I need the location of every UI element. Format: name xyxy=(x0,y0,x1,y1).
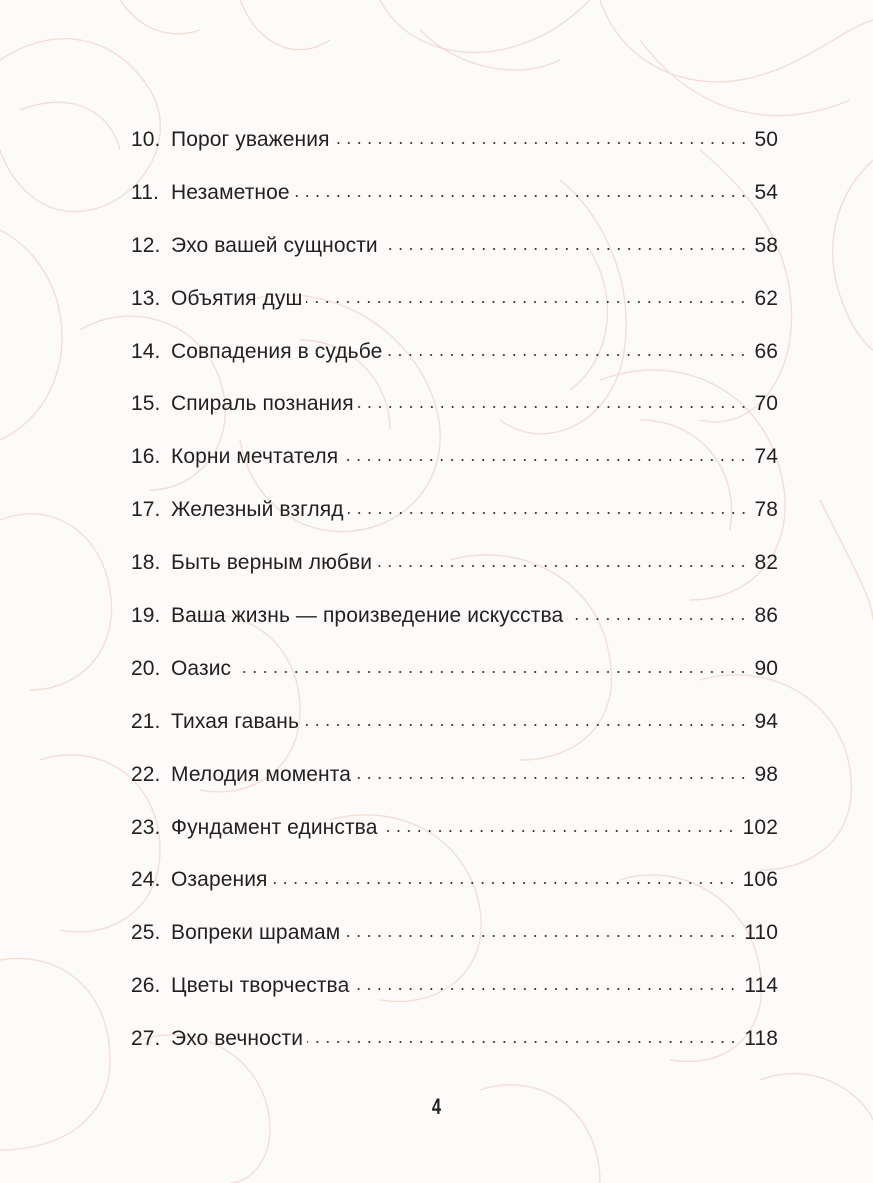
toc-entry-number: 11. xyxy=(131,180,159,204)
toc-entry[interactable] xyxy=(131,600,778,653)
toc-entry-page: 58 xyxy=(754,233,778,257)
toc-entry-number: 24. xyxy=(131,868,161,892)
toc-entry-number: 22. xyxy=(131,762,161,786)
toc-entry-page: 82 xyxy=(754,551,778,575)
dot-leader xyxy=(381,830,736,832)
toc-entry-number: 16. xyxy=(131,445,161,469)
toc-entry-number: 25. xyxy=(131,921,161,945)
toc-entry-title: Эхо вашей сущности xyxy=(171,233,378,257)
toc-entry-number: 10. xyxy=(131,128,161,151)
toc-entry-number: 12. xyxy=(131,233,161,257)
toc-entry[interactable] xyxy=(131,1023,778,1076)
dot-leader xyxy=(358,406,749,408)
dot-leader xyxy=(567,618,748,620)
toc-entry-number: 20. xyxy=(131,656,161,680)
toc-entry-page: 66 xyxy=(754,339,778,363)
dot-leader xyxy=(353,988,738,990)
dot-leader xyxy=(235,671,748,673)
toc-entry-page: 98 xyxy=(754,762,778,786)
toc-entry-title: Объятия душ xyxy=(171,286,303,310)
toc-entry[interactable] xyxy=(131,230,778,283)
toc-entry-page: 94 xyxy=(754,709,778,733)
toc-entry-title: Порог уважения xyxy=(171,128,330,151)
dot-leader xyxy=(306,301,748,303)
toc-entry[interactable] xyxy=(131,177,778,230)
toc-entry-title: Цветы творчества xyxy=(171,974,350,998)
toc-entry[interactable] xyxy=(131,441,778,494)
toc-entry-page: 54 xyxy=(754,180,778,204)
toc-entry-number: 18. xyxy=(131,551,161,575)
toc-entry-title: Железный взгляд xyxy=(171,498,344,522)
toc-entry[interactable] xyxy=(131,812,778,865)
dot-leader xyxy=(348,512,749,514)
toc-entry-number: 13. xyxy=(131,286,161,310)
toc-entry-page: 114 xyxy=(744,974,778,998)
toc-entry-title: Спираль познания xyxy=(171,392,354,416)
toc-entry-title: Оазис xyxy=(171,656,232,680)
dot-leader xyxy=(272,882,737,884)
toc-entry-page: 102 xyxy=(742,815,778,839)
toc-entry[interactable] xyxy=(131,864,778,917)
toc-entry-title: Озарения xyxy=(171,868,268,892)
toc-entry-title: Быть верным любви xyxy=(171,551,373,575)
dot-leader xyxy=(382,248,749,250)
toc-entry-page: 118 xyxy=(744,1027,778,1051)
dot-leader xyxy=(386,354,748,356)
toc-entry-page: 62 xyxy=(754,286,778,310)
toc-entry-number: 19. xyxy=(131,604,161,628)
toc-entry[interactable] xyxy=(131,283,778,336)
toc-entry-number: 27. xyxy=(131,1027,161,1051)
toc-entry-title: Тихая гавань xyxy=(171,709,299,733)
toc-entry-title: Вопреки шрамам xyxy=(171,921,341,945)
toc-entry-title: Фундамент единства xyxy=(171,815,378,839)
toc-entry[interactable] xyxy=(131,653,778,706)
toc-entry[interactable] xyxy=(131,917,778,970)
dot-leader xyxy=(294,195,749,197)
toc-entry[interactable] xyxy=(131,124,778,177)
toc-entry-number: 17. xyxy=(131,498,161,522)
toc-entry-title: Совпадения в судьбе xyxy=(171,339,383,363)
toc-entry[interactable] xyxy=(131,706,778,759)
toc-entry-title: Корни мечтателя xyxy=(171,445,339,469)
dot-leader xyxy=(334,142,749,144)
toc-entry-number: 23. xyxy=(131,815,161,839)
page-number: 4 xyxy=(431,1094,442,1119)
toc-entry-page: 78 xyxy=(754,498,778,522)
toc-entry-number: 15. xyxy=(131,392,161,416)
toc-entry[interactable] xyxy=(131,494,778,547)
toc-entry-page: 90 xyxy=(754,656,778,680)
toc-entry[interactable] xyxy=(131,759,778,812)
toc-entry-title: Эхо вечности xyxy=(171,1027,304,1051)
toc-entry-title: Ваша жизнь — произведение искусства xyxy=(171,604,564,628)
toc-entry[interactable] xyxy=(131,388,778,441)
toc-entry[interactable] xyxy=(131,970,778,1023)
toc-entry-title: Мелодия момента xyxy=(171,762,351,786)
dot-leader xyxy=(344,935,738,937)
toc-entry-page: 74 xyxy=(754,445,778,469)
toc-entry[interactable] xyxy=(131,547,778,600)
dot-leader xyxy=(376,565,748,567)
toc-entry-page: 86 xyxy=(754,604,778,628)
table-of-contents xyxy=(131,124,778,1076)
toc-entry-number: 26. xyxy=(131,974,161,998)
dot-leader xyxy=(303,724,748,726)
toc-entry-number: 21. xyxy=(131,709,161,733)
toc-entry-page: 106 xyxy=(742,868,778,892)
dot-leader xyxy=(342,459,748,461)
toc-entry-page: 70 xyxy=(754,392,778,416)
toc-entry[interactable] xyxy=(131,336,778,389)
toc-entry-page: 50 xyxy=(754,128,778,151)
dot-leader xyxy=(307,1041,738,1043)
dot-leader xyxy=(355,777,748,779)
toc-entry-title: Незаметное xyxy=(171,180,290,204)
toc-entry-number: 14. xyxy=(131,339,161,363)
toc-entry-page: 110 xyxy=(744,921,778,945)
